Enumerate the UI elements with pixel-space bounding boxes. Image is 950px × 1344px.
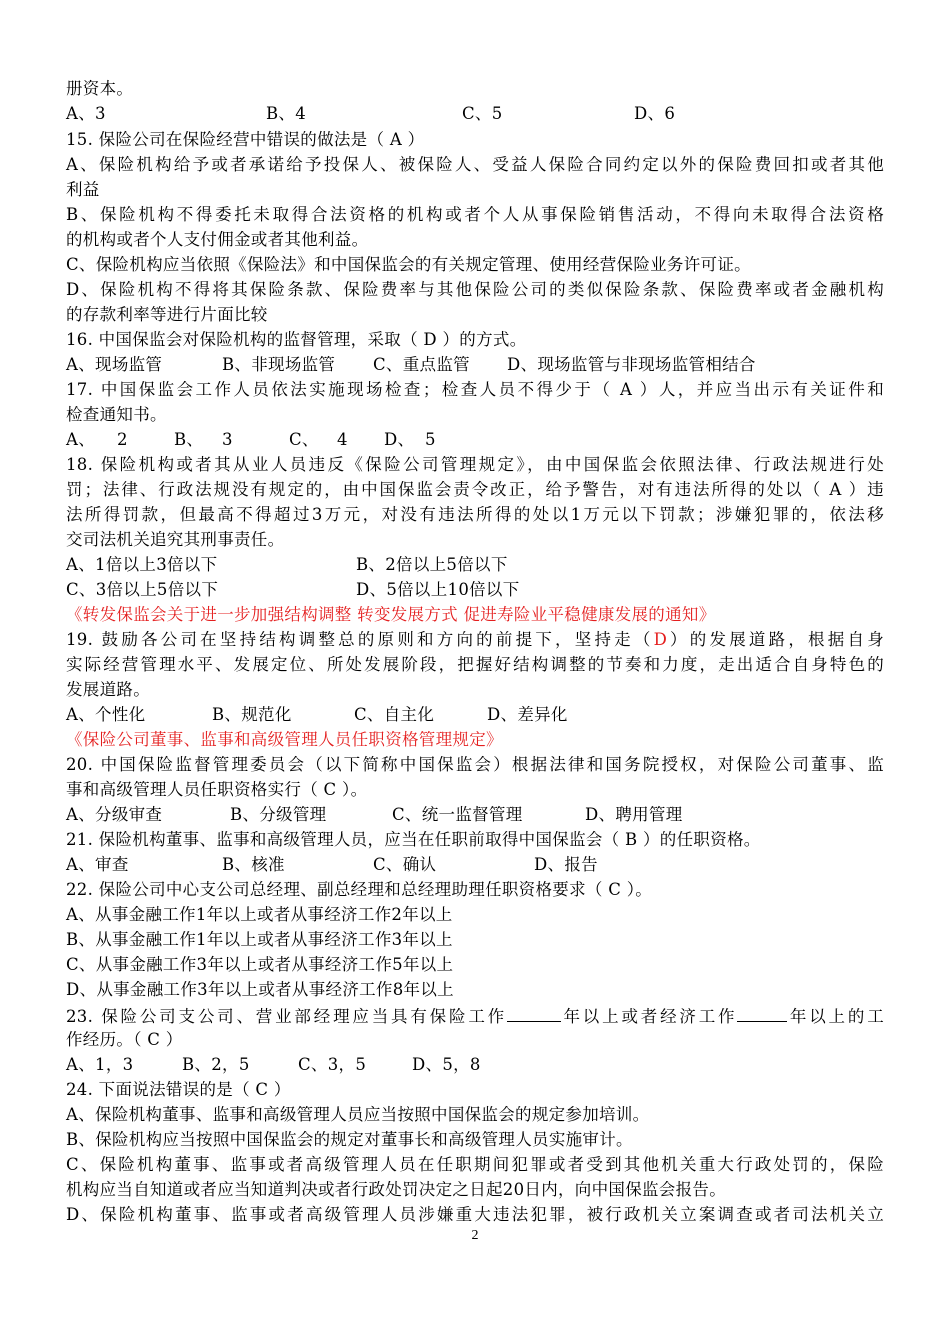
fill-blank xyxy=(737,1003,787,1022)
text-line: 利益 xyxy=(66,180,100,199)
option: B、核准 xyxy=(222,855,285,874)
option: D、现场监管与非现场监管相结合 xyxy=(507,355,756,374)
option: C、自主化 xyxy=(354,705,435,724)
question-24: 24. 下面说法错误的是（ C ） xyxy=(66,1080,291,1099)
option: B、2倍以上5倍以下 xyxy=(356,555,508,574)
option: D、6 xyxy=(634,104,676,123)
option: C、统一监督管理 xyxy=(392,805,523,824)
answer-letter: D xyxy=(653,630,668,649)
option: C、 xyxy=(289,430,319,449)
text-line: 册资本。 xyxy=(66,79,134,98)
option-row-q16 xyxy=(66,353,884,377)
question-15: 15. 保险公司在保险经营中错误的做法是（ A ） xyxy=(66,130,425,149)
option: 4 xyxy=(337,430,348,449)
section-heading: 《转发保监会关于进一步加强结构调整 转变发展方式 促进寿险业平稳健康发展的通知》 xyxy=(66,605,716,624)
option: C、3倍以上5倍以下 xyxy=(66,580,219,599)
option-row-q17 xyxy=(66,428,884,452)
text-line: D、从事金融工作3年以上或者从事经济工作8年以上 xyxy=(66,980,454,999)
question-19 xyxy=(66,628,884,652)
text-line: B、从事金融工作1年以上或者从事经济工作3年以上 xyxy=(66,930,453,949)
question-17: 17. 中国保监会工作人员依法实施现场检查；检查人员不得少于（ A ）人，并应当出示有关证件和 xyxy=(66,380,884,399)
option: A、 xyxy=(66,430,96,449)
option-row-q23 xyxy=(66,1053,884,1077)
option: A、现场监管 xyxy=(66,355,163,374)
option: A、审查 xyxy=(66,855,129,874)
question-text: 23. 保险公司支公司、营业部经理应当具有保险工作 xyxy=(66,1007,507,1026)
option: 2 xyxy=(117,430,128,449)
option: C、3，5 xyxy=(298,1055,367,1074)
text-line: C、保险机构应当依照《保险法》和中国保监会的有关规定管理、使用经营保险业务许可证。 xyxy=(66,255,751,274)
question-22: 22. 保险公司中心支公司总经理、副总经理和总经理助理任职资格要求（ C ）。 xyxy=(66,880,653,899)
question-text: ）的发展道路，根据自身 xyxy=(667,630,884,649)
option: A、分级审查 xyxy=(66,805,163,824)
text-line: C、从事金融工作3年以上或者从事经济工作5年以上 xyxy=(66,955,454,974)
option-row-q21 xyxy=(66,853,884,877)
option: B、4 xyxy=(266,104,307,123)
option: B、2，5 xyxy=(182,1055,250,1074)
section-heading: 《保险公司董事、监事和高级管理人员任职资格管理规定》 xyxy=(66,730,503,749)
option: B、分级管理 xyxy=(230,805,327,824)
option-row-q19 xyxy=(66,703,884,727)
text-line: A、保险机构董事、监事和高级管理人员应当按照中国保监会的规定参加培训。 xyxy=(66,1105,650,1124)
text-line: 法所得罚款，但最高不得超过3万元，对没有违法所得的处以1万元以下罚款；涉嫌犯罪的，依法移 xyxy=(66,505,884,524)
option: A、1倍以上3倍以下 xyxy=(66,555,218,574)
question-20: 20. 中国保险监督管理委员会（以下简称中国保监会）根据法律和国务院授权，对保险公司董事、监 xyxy=(66,755,884,774)
text-line: 罚；法律、行政法规没有规定的，由中国保监会责令改正，给予警告，对有违法所得的处以（ A ）违 xyxy=(66,480,884,499)
text-line: A、保险机构给予或者承诺给予投保人、被保险人、受益人保险合同约定以外的保险费回扣或者其他 xyxy=(66,155,884,174)
text-line: 的存款利率等进行片面比较 xyxy=(66,305,268,324)
text-line: 的机构或者个人支付佣金或者其他利益。 xyxy=(66,230,369,249)
option: A、3 xyxy=(66,104,106,123)
option: C、重点监管 xyxy=(373,355,470,374)
question-16: 16. 中国保监会对保险机构的监督管理，采取（ D ）的方式。 xyxy=(66,330,527,349)
text-line: D、保险机构董事、监事或者高级管理人员涉嫌重大违法犯罪，被行政机关立案调查或者司法机关立 xyxy=(66,1205,884,1224)
option: D、5，8 xyxy=(412,1055,481,1074)
text-line: 作经历。（ C ） xyxy=(66,1030,183,1049)
option: B、规范化 xyxy=(212,705,292,724)
option-row-q18-1 xyxy=(66,553,884,577)
option: D、报告 xyxy=(534,855,598,874)
page-number: 2 xyxy=(471,1228,479,1243)
text-line: B、保险机构不得委托未取得合法资格的机构或者个人从事保险销售活动，不得向未取得合法资格 xyxy=(66,205,884,224)
option: D、 xyxy=(384,430,415,449)
option-row-q20 xyxy=(66,803,884,827)
question-text: 鼓励各公司在坚持结构调整总的原则和方向的前提下，坚持走（ xyxy=(101,630,654,649)
option: C、确认 xyxy=(373,855,437,874)
text-line: 机构应当自知道或者应当知道判决或者行政处罚决定之日起20日内，向中国保监会报告。 xyxy=(66,1180,726,1199)
question-text: 年以上的工 xyxy=(787,1007,884,1026)
option: B、非现场监管 xyxy=(222,355,336,374)
option: A、个性化 xyxy=(66,705,146,724)
fill-blank xyxy=(507,1003,561,1022)
question-18: 18. 保险机构或者其从业人员违反《保险公司管理规定》，由中国保监会依照法律、行政法规进行处 xyxy=(66,455,884,474)
text-line: C、保险机构董事、监事或者高级管理人员在任职期间犯罪或者受到其他机关重大行政处罚的，保险 xyxy=(66,1155,884,1174)
text-line: 事和高级管理人员任职资格实行（ C ）。 xyxy=(66,780,368,799)
text-line: 检查通知书。 xyxy=(66,405,167,424)
option-row-q18-2 xyxy=(66,578,884,602)
text-line: 交司法机关追究其刑事责任。 xyxy=(66,530,285,549)
text-line: D、保险机构不得将其保险条款、保险费率与其他保险公司的类似保险条款、保险费率或者金融机构 xyxy=(66,280,884,299)
option: 5 xyxy=(425,430,436,449)
question-text: 年以上或者经济工作 xyxy=(560,1007,738,1026)
option: A、1，3 xyxy=(66,1055,134,1074)
text-line: A、从事金融工作1年以上或者从事经济工作2年以上 xyxy=(66,905,453,924)
option: C、5 xyxy=(462,104,503,123)
question-21: 21. 保险机构董事、监事和高级管理人员，应当在任职前取得中国保监会（ B ）的任职资格。 xyxy=(66,830,761,849)
text-line: 发展道路。 xyxy=(66,680,150,699)
option: D、5倍以上10倍以下 xyxy=(356,580,520,599)
option: D、差异化 xyxy=(487,705,568,724)
option: 3 xyxy=(222,430,233,449)
question-number: 19. xyxy=(66,630,94,649)
option: B、 xyxy=(174,430,204,449)
text-line: B、保险机构应当按照中国保监会的规定对董事长和高级管理人员实施审计。 xyxy=(66,1130,633,1149)
text-line: 实际经营管理水平、发展定位、所处发展阶段，把握好结构调整的节奏和力度，走出适合自身特色的 xyxy=(66,655,884,674)
option: D、聘用管理 xyxy=(585,805,683,824)
option-row-q14 xyxy=(66,102,884,126)
question-23 xyxy=(66,1003,884,1029)
